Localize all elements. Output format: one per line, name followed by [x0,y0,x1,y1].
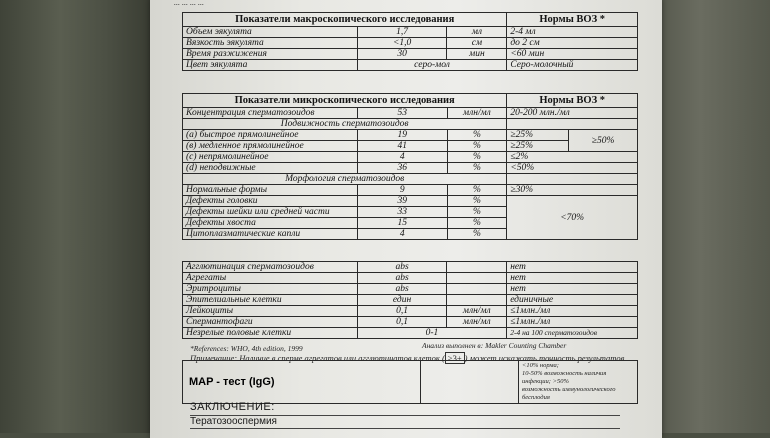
row-label: Агглютинация сперматозоидов [183,262,358,273]
mar-test-value [421,361,519,404]
row-value: 15 [357,218,447,229]
remark-box: >3+ [445,352,465,364]
row-label: (с) непрямолинейное [183,152,358,163]
row-norm: ≤1млн./мл [507,317,638,328]
table-row [183,185,638,196]
row-unit: млн/мл [447,306,507,317]
row-value: abs [357,284,447,295]
row-value: 36 [357,163,447,174]
mar-test-norm [519,361,638,404]
row-label: Время разжижения [183,49,358,60]
row-norm: ≥25% [507,141,569,152]
table-row [183,130,638,141]
row-unit: % [447,229,507,240]
row-value: 0,1 [357,317,447,328]
table-row [183,306,638,317]
table-row [183,49,638,60]
conclusion-text: Тератозооспермия [190,416,277,427]
row-norm: нет [507,273,638,284]
table-row [183,317,638,328]
mar-norm-line: возможность иммунологического бесплодия [522,386,616,401]
macro-table [182,12,638,71]
row-label: Вязкость эякулята [183,38,358,49]
empty-cell [507,119,638,130]
row-label: Нормальные формы [183,185,358,196]
row-unit: млн/мл [447,317,507,328]
row-norm: ≤2% [507,152,638,163]
row-label: Цитоплазматические капли [183,229,358,240]
row-norm: нет [507,262,638,273]
morph-header: Морфология сперматозоидов [183,174,507,185]
row-value: 4 [357,152,447,163]
row-value: 39 [357,196,447,207]
header-fragment: ... ... ... ... [174,0,204,7]
row-norm: единичные [507,295,638,306]
row-value: 0-1 [357,328,506,339]
row-value: 19 [357,130,447,141]
row-value: abs [357,273,447,284]
row-unit: см [447,38,507,49]
row-value: abs [357,262,447,273]
row-value: 1,7 [357,27,447,38]
table-row [183,295,638,306]
analysis-method: Анализ выполнен в: Makler Counting Chamber [422,341,567,350]
row-label: Спермантофаги [183,317,358,328]
row-norm: 2-4 мл [507,27,638,38]
table-row [183,163,638,174]
row-norm: 20-200 млн./мл [507,108,638,119]
row-label: (d) неподвижные [183,163,358,174]
row-value: 9 [357,185,447,196]
row-unit: % [447,196,507,207]
row-label: Агрегаты [183,273,358,284]
empty-cell [507,174,638,185]
lab-report-sheet [150,0,662,438]
mar-test-table [182,360,638,404]
table-row [183,273,638,284]
table-row [183,328,638,339]
mar-test-label: MAP - тест (IgG) [183,361,421,404]
table-row [183,262,638,273]
row-unit: % [447,207,507,218]
motility-group-norm: ≥50% [569,130,638,152]
table-row [183,38,638,49]
remark-prefix: Примечание: Наличие в сперме агрегатов или агглютинатов клеток ( [190,353,445,363]
mar-norm-line: 10-50% возможность наличия инфекции; >50% [522,370,607,385]
row-norm: <60 мин [507,49,638,60]
remark-suffix: ) может искажать точность результатов [464,353,625,363]
row-unit: % [447,185,507,196]
micro-norms-title: Нормы ВОЗ * [507,94,638,108]
micro-table [182,93,638,240]
row-value: 4 [357,229,447,240]
row-unit [447,295,507,306]
row-unit: % [447,130,507,141]
row-label: Дефекты шейки или средней части [183,207,358,218]
row-value: серо-мол [357,60,507,71]
mar-norm-line: <10% норма; [522,362,559,369]
row-unit: % [447,163,507,174]
row-value: 41 [357,141,447,152]
row-value: 0,1 [357,306,447,317]
row-label: Цвет эякулята [183,60,358,71]
table-row [183,108,638,119]
row-label: Концентрация сперматозоидов [183,108,358,119]
row-value: <1,0 [357,38,447,49]
table-row [183,27,638,38]
row-label: Эритроциты [183,284,358,295]
row-unit [447,284,507,295]
micro-title: Показатели микроскопического исследования [183,94,507,108]
row-label: (а) быстрое прямолинейное [183,130,358,141]
row-label: Эпителиальные клетки [183,295,358,306]
conclusion-label: ЗАКЛЮЧЕНИЕ: [190,401,275,413]
table-row [183,152,638,163]
row-label: Незрелые половые клетки [183,328,358,339]
row-norm: до 2 см [507,38,638,49]
row-unit [447,262,507,273]
row-label: Дефекты головки [183,196,358,207]
morph-norm-normal: ≥30% [507,185,638,196]
row-norm: 2-4 на 100 сперматозоидов [507,328,638,339]
row-unit: млн/мл [447,108,507,119]
row-value: 30 [357,49,447,60]
row-unit: мин [447,49,507,60]
row-label: (в) медленное прямолинейное [183,141,358,152]
row-label: Лейкоциты [183,306,358,317]
row-value: 53 [357,108,447,119]
row-norm: ≥25% [507,130,569,141]
row-value: 33 [357,207,447,218]
references-note: *References: WHO, 4th edition, 1999 [190,344,303,353]
table-row [183,60,638,71]
row-norm: Серо-молочный [507,60,638,71]
table-row [183,196,638,207]
row-unit: % [447,141,507,152]
macro-title: Показатели макроскопического исследования [183,13,507,27]
motility-header: Подвижность сперматозоидов [183,119,507,130]
conclusion-underline [190,428,620,429]
morph-norm-defects: <70% [507,196,638,240]
row-unit [447,273,507,284]
row-label: Дефекты хвоста [183,218,358,229]
other-findings-table [182,261,638,339]
row-norm: ≤1млн./мл [507,306,638,317]
background-left-carpet [0,0,150,433]
table-row [183,284,638,295]
row-unit: % [447,218,507,229]
row-norm: <50% [507,163,638,174]
macro-norms-title: Нормы ВОЗ * [507,13,638,27]
row-value: един [357,295,447,306]
row-norm: нет [507,284,638,295]
row-label: Объем эякулята [183,27,358,38]
row-unit: мл [447,27,507,38]
row-unit: % [447,152,507,163]
